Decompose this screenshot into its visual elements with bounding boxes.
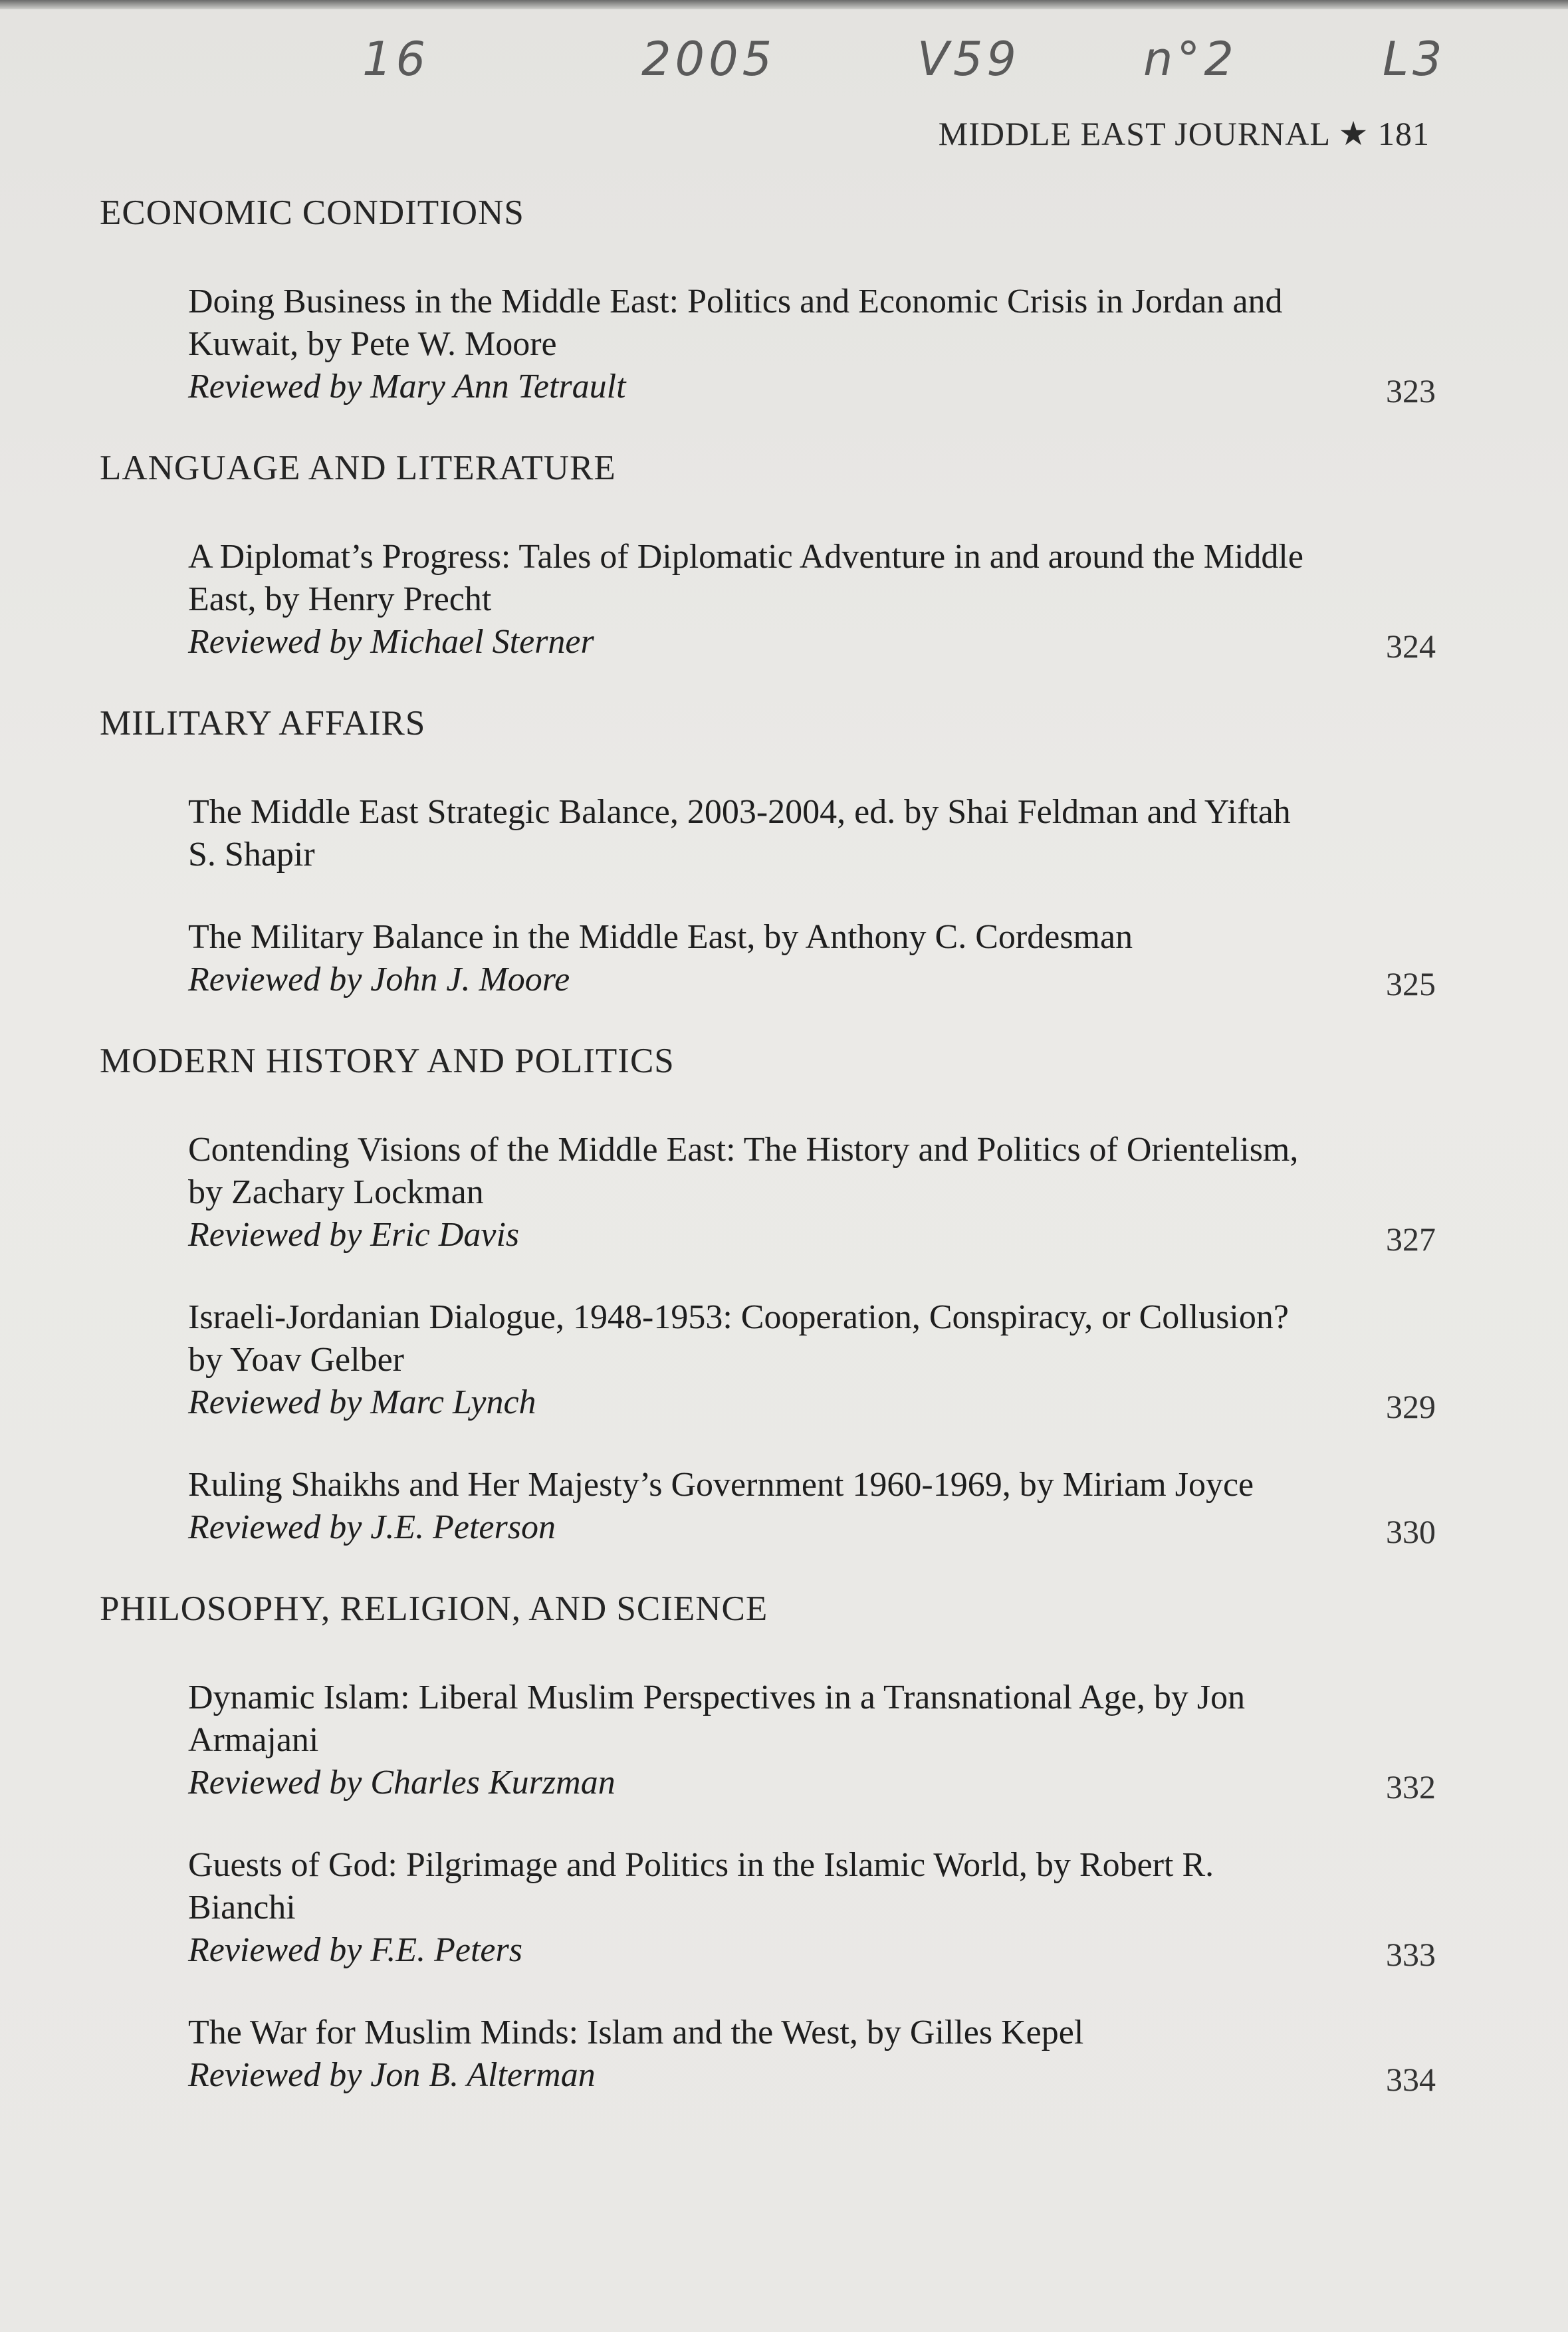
toc-entry bbox=[188, 1677, 1436, 1804]
toc-entry bbox=[188, 281, 1436, 408]
toc-entry bbox=[188, 536, 1436, 663]
entry-page-number: 323 bbox=[1386, 372, 1436, 409]
toc-entry bbox=[188, 1296, 1436, 1424]
table-of-contents bbox=[100, 193, 1436, 2137]
toc-entry bbox=[188, 2012, 1436, 2097]
entry-page-number: 329 bbox=[1386, 1388, 1436, 1425]
section-heading: MODERN HISTORY AND POLITICS bbox=[100, 1042, 675, 1080]
handwritten-note-part: V59 bbox=[917, 32, 1020, 86]
entry-page-number: 334 bbox=[1386, 2061, 1436, 2098]
entry-reviewer: Reviewed by Mary Ann Tetrault bbox=[188, 368, 626, 406]
running-head: MIDDLE EAST JOURNAL ★ 181 bbox=[938, 115, 1430, 152]
page-top-edge bbox=[0, 0, 1568, 9]
handwritten-note-part: 16 bbox=[362, 32, 430, 86]
toc-entry bbox=[188, 1844, 1436, 1972]
toc-section bbox=[100, 193, 1436, 408]
entry-reviewer: Reviewed by Marc Lynch bbox=[188, 1383, 536, 1421]
entry-reviewer: Reviewed by J.E. Peterson bbox=[188, 1508, 556, 1546]
entry-title: The War for Muslim Minds: Islam and the West, by Gilles Kepel bbox=[188, 2014, 1084, 2051]
entry-reviewer: Reviewed by John J. Moore bbox=[188, 961, 570, 998]
entry-page-number: 327 bbox=[1386, 1221, 1436, 1258]
toc-section bbox=[100, 703, 1436, 1001]
entry-title: The Military Balance in the Middle East, by Anthony C. Cordesman bbox=[188, 918, 1133, 956]
handwritten-note-part: 2005 bbox=[641, 32, 776, 86]
toc-entry bbox=[188, 1129, 1436, 1256]
section-heading: PHILOSOPHY, RELIGION, AND SCIENCE bbox=[100, 1589, 768, 1628]
entry-title: Ruling Shaikhs and Her Majesty’s Government 1960-1969, by Miriam Joyce bbox=[188, 1466, 1254, 1504]
entry-page-number: 325 bbox=[1386, 965, 1436, 1002]
entry-title: A Diplomat’s Progress: Tales of Diplomatic Adventure in and around the Middle East, by Henry Precht bbox=[188, 538, 1303, 618]
entry-page-number: 333 bbox=[1386, 1936, 1436, 1973]
handwritten-catalog-note bbox=[0, 25, 1568, 112]
toc-entry bbox=[188, 1464, 1436, 1549]
toc-section bbox=[100, 1589, 1436, 2097]
entry-reviewer: Reviewed by F.E. Peters bbox=[188, 1931, 522, 1969]
entry-page-number: 330 bbox=[1386, 1513, 1436, 1550]
section-heading: LANGUAGE AND LITERATURE bbox=[100, 449, 616, 487]
entry-title: Israeli-Jordanian Dialogue, 1948-1953: Cooperation, Conspiracy, or Collusion? by Yoav Gelber bbox=[188, 1298, 1289, 1379]
entry-title: Doing Business in the Middle East: Politics and Economic Crisis in Jordan and Kuwait, by Pete W. Moore bbox=[188, 283, 1283, 363]
handwritten-note-part: n°2 bbox=[1143, 32, 1238, 86]
entry-page-number: 324 bbox=[1386, 628, 1436, 665]
handwritten-note-part: L3 bbox=[1383, 32, 1446, 86]
entry-page-number: 332 bbox=[1386, 1768, 1436, 1806]
section-heading: ECONOMIC CONDITIONS bbox=[100, 193, 524, 232]
entry-reviewer: Reviewed by Jon B. Alterman bbox=[188, 2056, 596, 2094]
entry-title: Dynamic Islam: Liberal Muslim Perspectives in a Transnational Age, by Jon Armajani bbox=[188, 1679, 1246, 1759]
entry-title: Guests of God: Pilgrimage and Politics in the Islamic World, by Robert R. Bianchi bbox=[188, 1846, 1214, 1926]
toc-section bbox=[100, 448, 1436, 663]
toc-section bbox=[100, 1041, 1436, 1549]
toc-entry bbox=[188, 791, 1436, 876]
entry-title: Contending Visions of the Middle East: The History and Politics of Orientelism, by Zachary Lockman bbox=[188, 1131, 1299, 1211]
entry-reviewer: Reviewed by Eric Davis bbox=[188, 1216, 520, 1254]
entry-reviewer: Reviewed by Michael Sterner bbox=[188, 623, 594, 661]
entry-title: The Middle East Strategic Balance, 2003-2004, ed. by Shai Feldman and Yiftah S. Shapir bbox=[188, 793, 1291, 874]
entry-reviewer: Reviewed by Charles Kurzman bbox=[188, 1764, 616, 1802]
section-heading: MILITARY AFFAIRS bbox=[100, 704, 426, 743]
toc-entry bbox=[188, 916, 1436, 1001]
